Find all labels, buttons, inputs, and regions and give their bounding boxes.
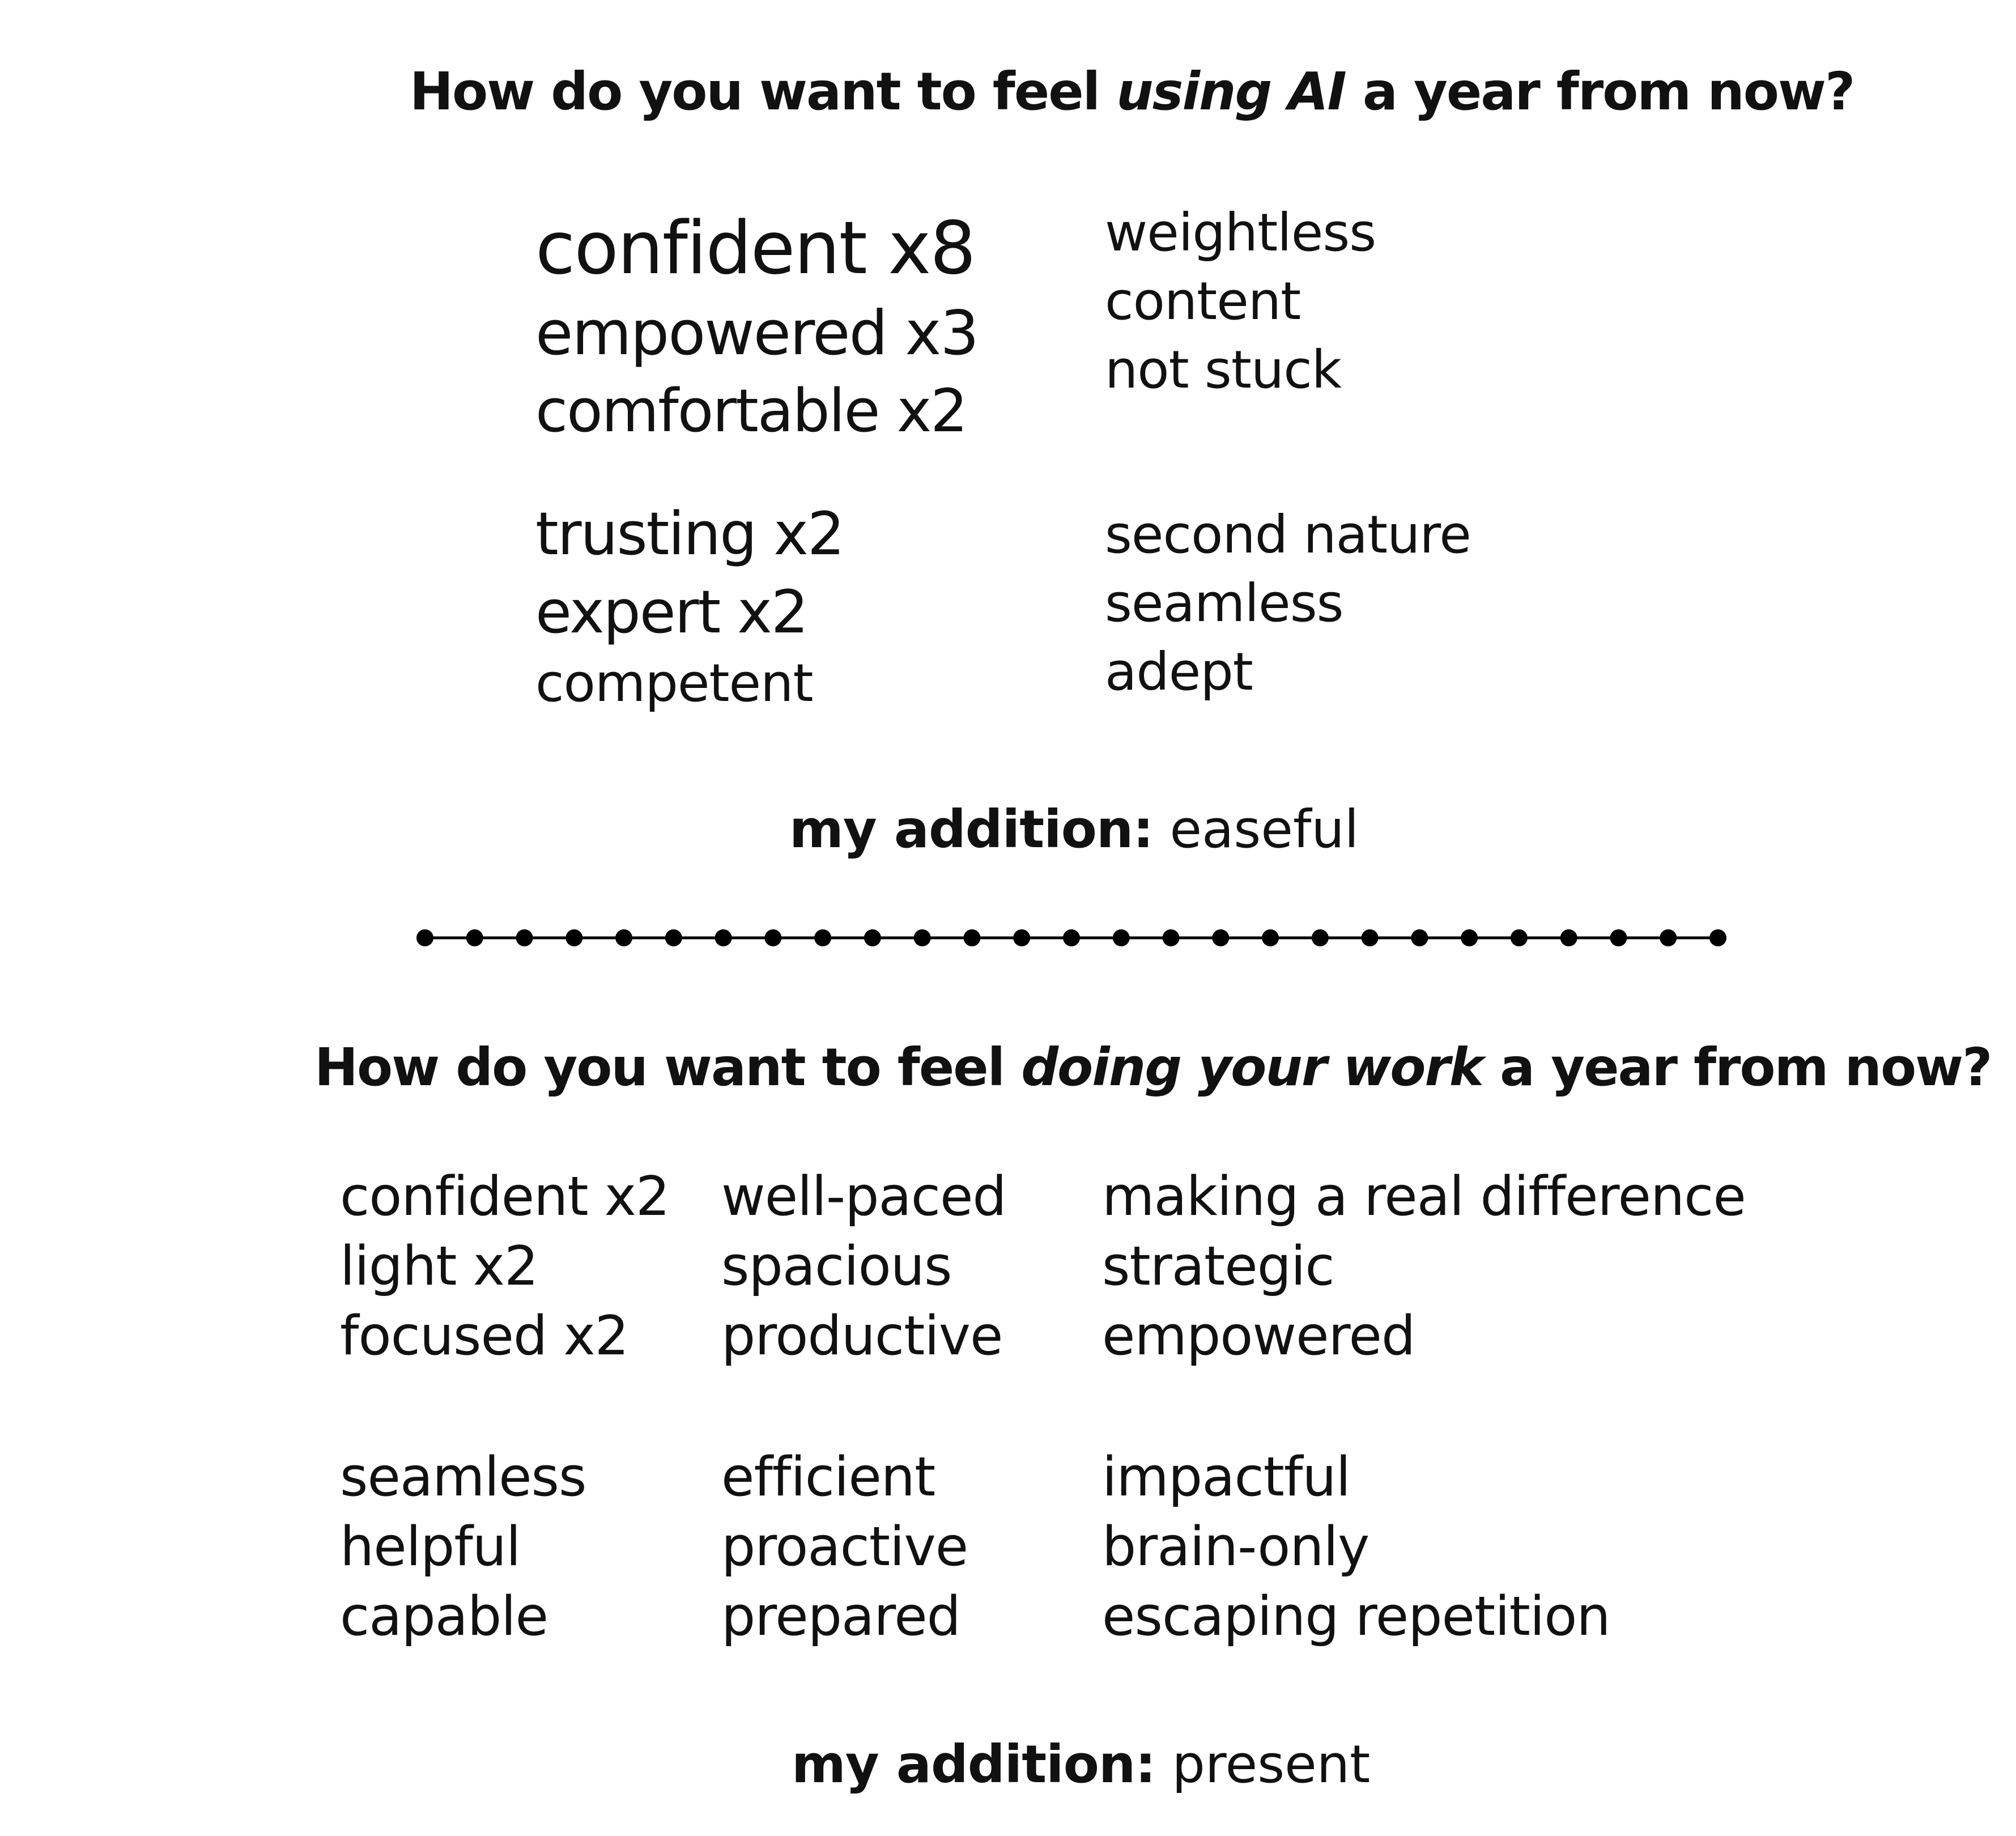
question-emphasis: using AI <box>1116 61 1346 122</box>
divider-dot <box>1709 929 1726 946</box>
list-item: second nature <box>1105 504 1471 565</box>
divider-dot <box>963 929 980 946</box>
addition-label: my addition: <box>792 1734 1156 1795</box>
question-using-ai <box>410 61 1854 122</box>
question-emphasis: doing your work <box>1021 1037 1483 1098</box>
list-item: light x2 <box>340 1235 538 1298</box>
addition-value: easeful <box>1153 799 1359 860</box>
my-addition-ai <box>789 799 1359 860</box>
question-doing-work <box>314 1037 1992 1098</box>
list-item: seamless <box>340 1446 586 1508</box>
list-item: empowered x3 <box>535 298 979 369</box>
divider-dot <box>1312 929 1329 946</box>
divider-dot <box>814 929 831 946</box>
list-item: well-paced <box>721 1166 1006 1228</box>
list-item: spacious <box>721 1235 952 1298</box>
ai-feelings-single-mentions-list <box>1105 202 1376 413</box>
list-item: prepared <box>721 1586 960 1648</box>
work-feelings-list-6 <box>1102 1446 1610 1660</box>
divider-dot <box>665 929 682 946</box>
list-item: confident x8 <box>535 206 975 291</box>
list-item: seamless <box>1105 573 1343 634</box>
addition-label: my addition: <box>789 799 1154 860</box>
work-feelings-list-5 <box>721 1446 968 1660</box>
work-feelings-list-1 <box>340 1166 670 1379</box>
ai-feelings-secondary-list <box>535 499 844 725</box>
divider-dot <box>416 929 433 946</box>
list-item: trusting x2 <box>535 499 844 568</box>
divider-dot <box>1461 929 1478 946</box>
dotted-divider <box>408 918 1734 958</box>
list-item: weightless <box>1105 202 1376 263</box>
list-item: confident x2 <box>340 1166 670 1228</box>
list-item: competent <box>535 653 813 713</box>
work-feelings-list-3 <box>1102 1166 1746 1379</box>
work-feelings-list-2 <box>721 1166 1006 1379</box>
divider-dot <box>764 929 781 946</box>
divider-dot <box>1163 929 1180 946</box>
list-item: not stuck <box>1105 339 1342 400</box>
list-item: empowered <box>1102 1305 1415 1367</box>
ai-feelings-single-mentions-list-2 <box>1105 504 1471 715</box>
divider-dot <box>565 929 582 946</box>
question-prefix: How do you want to feel <box>314 1037 1022 1098</box>
list-item: helpful <box>340 1516 521 1578</box>
divider-dot <box>914 929 931 946</box>
list-item: strategic <box>1102 1235 1334 1298</box>
list-item: comfortable x2 <box>535 376 967 445</box>
list-item: expert x2 <box>535 577 808 647</box>
divider-dot <box>1063 929 1080 946</box>
list-item: capable <box>340 1586 548 1648</box>
divider-dot <box>1610 929 1627 946</box>
divider-dot <box>1113 929 1130 946</box>
divider-dot <box>516 929 533 946</box>
list-item: brain-only <box>1102 1516 1369 1578</box>
list-item: adept <box>1105 641 1253 702</box>
divider-dot <box>1511 929 1528 946</box>
ai-feelings-primary-list <box>535 206 979 455</box>
question-suffix: a year from now? <box>1483 1037 1992 1098</box>
question-suffix: a year from now? <box>1345 61 1855 122</box>
work-feelings-list-4 <box>340 1446 586 1660</box>
divider-dot <box>1660 929 1677 946</box>
divider-dot <box>1560 929 1577 946</box>
list-item: escaping repetition <box>1102 1586 1610 1648</box>
divider-dot <box>615 929 632 946</box>
list-item: focused x2 <box>340 1305 629 1367</box>
list-item: efficient <box>721 1446 935 1508</box>
divider-dot <box>1362 929 1379 946</box>
my-addition-work <box>792 1734 1370 1795</box>
list-item: proactive <box>721 1516 968 1578</box>
divider-dot <box>1013 929 1030 946</box>
divider-dot <box>1212 929 1229 946</box>
question-prefix: How do you want to feel <box>410 61 1117 122</box>
list-item: impactful <box>1102 1446 1350 1508</box>
divider-dot <box>864 929 881 946</box>
divider-dot <box>1262 929 1279 946</box>
list-item: making a real difference <box>1102 1166 1746 1228</box>
addition-value: present <box>1155 1734 1371 1795</box>
divider-dot <box>715 929 732 946</box>
divider-dot <box>1411 929 1428 946</box>
divider-dot <box>466 929 483 946</box>
list-item: content <box>1105 271 1301 332</box>
list-item: productive <box>721 1305 1003 1367</box>
